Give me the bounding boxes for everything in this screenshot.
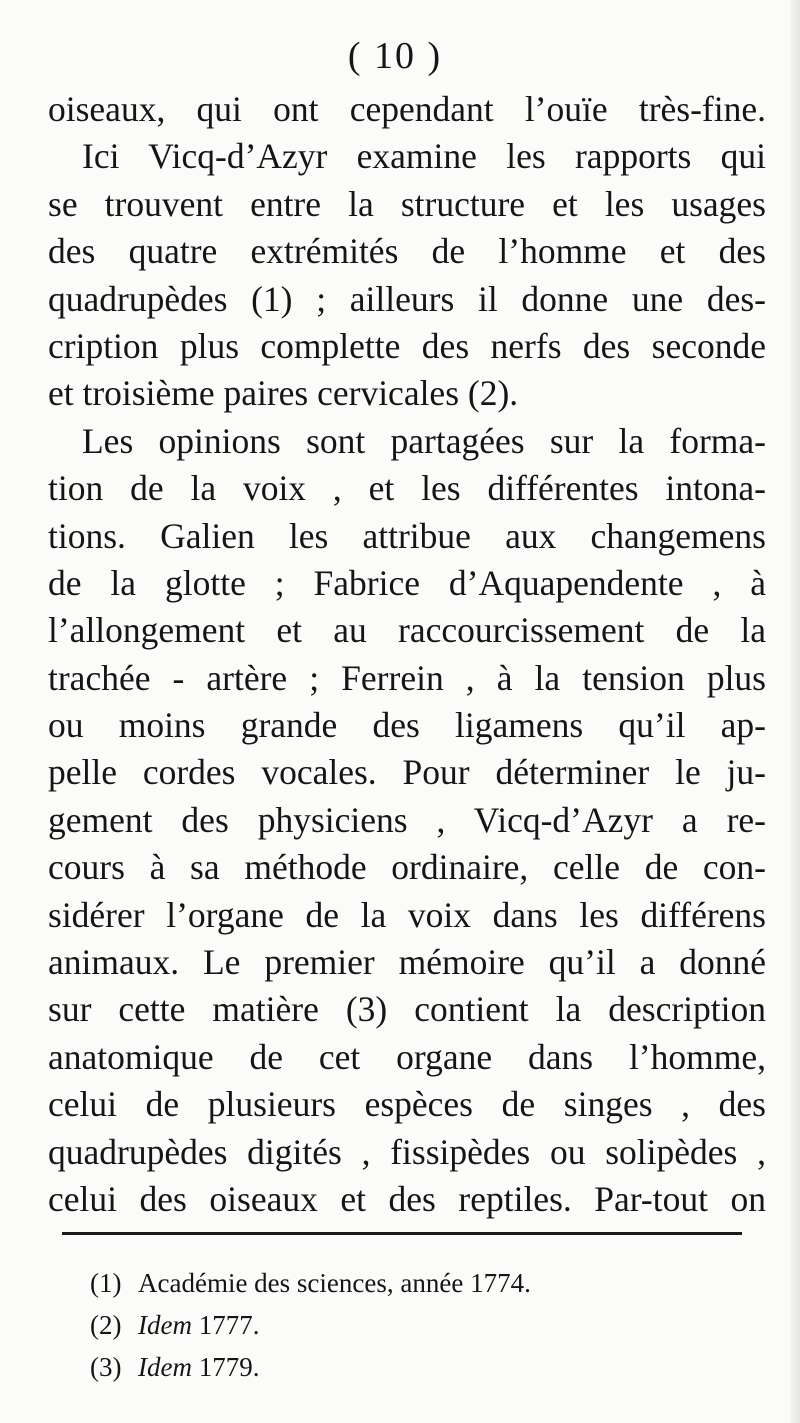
text-line: cription plus complette des nerfs des seconde [48, 325, 766, 366]
text-line: pelle cordes vocales. Pour déterminer le ju- [48, 752, 766, 793]
text-line: sur cette matière (3) contient la description [48, 989, 766, 1030]
text-line: tions. Galien les attribue aux changemens [48, 515, 766, 556]
text-line: sidérer l’organe de la voix dans les différens [48, 894, 766, 935]
text-line: se trouvent entre la structure et les usages [48, 183, 766, 224]
text-line: celui de plusieurs espèces de singes , des [48, 1084, 766, 1125]
footnote-mark: (2) [90, 1310, 122, 1340]
text-line: Les opinions sont partagées sur la forma- [82, 420, 766, 461]
text-line: anatomique de cet organe dans l’homme, [48, 1036, 766, 1077]
footnote-mark: (3) [90, 1352, 122, 1382]
footnote-italic-word: Idem [138, 1310, 192, 1340]
text-line: celui des oiseaux et des reptiles. Par-tout on [48, 1178, 766, 1219]
text-line: tion de la voix , et les différentes intona- [48, 468, 766, 509]
text-line: ou moins grande des ligamens qu’il ap- [48, 705, 766, 746]
footnote [90, 1262, 710, 1304]
text-line: oiseaux, qui ont cependant l’ouïe très-fine. [48, 89, 766, 129]
footnote-text: Idem 1779. [138, 1352, 260, 1382]
text-line: quadrupèdes (1) ; ailleurs il donne une des- [48, 278, 766, 319]
text-line: trachée - artère ; Ferrein , à la tension plus [48, 657, 766, 698]
text-line: gement des physiciens , Vicq-d’Azyr a re- [48, 799, 766, 840]
footnote-italic-word: Idem [138, 1352, 192, 1382]
text-line: de la glotte ; Fabrice d’Aquapendente , à [48, 562, 766, 603]
text-line: quadrupèdes digités , fissipèdes ou solipèdes , [48, 1131, 766, 1172]
text-line: Ici Vicq-d’Azyr examine les rapports qui [82, 136, 766, 177]
footnote [90, 1346, 710, 1388]
footnote [90, 1304, 710, 1346]
page-number: ( 10 ) [347, 35, 443, 77]
footnote-text: Idem 1777. [138, 1310, 260, 1340]
footnotes [90, 1262, 710, 1388]
page-edge [790, 0, 800, 1423]
footnote-rule [62, 1232, 742, 1235]
text-line: l’allongement et au raccourcissement de la [48, 610, 766, 651]
body-text [48, 86, 766, 1223]
footnote-mark: (1) [90, 1268, 122, 1298]
text-line: animaux. Le premier mémoire qu’il a donné [48, 942, 766, 983]
text-line: et troisième paires cervicales (2). [48, 373, 519, 414]
footnote-text: Académie des sciences, année 1774. [138, 1268, 531, 1298]
text-line: des quatre extrémités de l’homme et des [48, 231, 766, 272]
text-line: cours à sa méthode ordinaire, celle de con- [48, 847, 766, 888]
